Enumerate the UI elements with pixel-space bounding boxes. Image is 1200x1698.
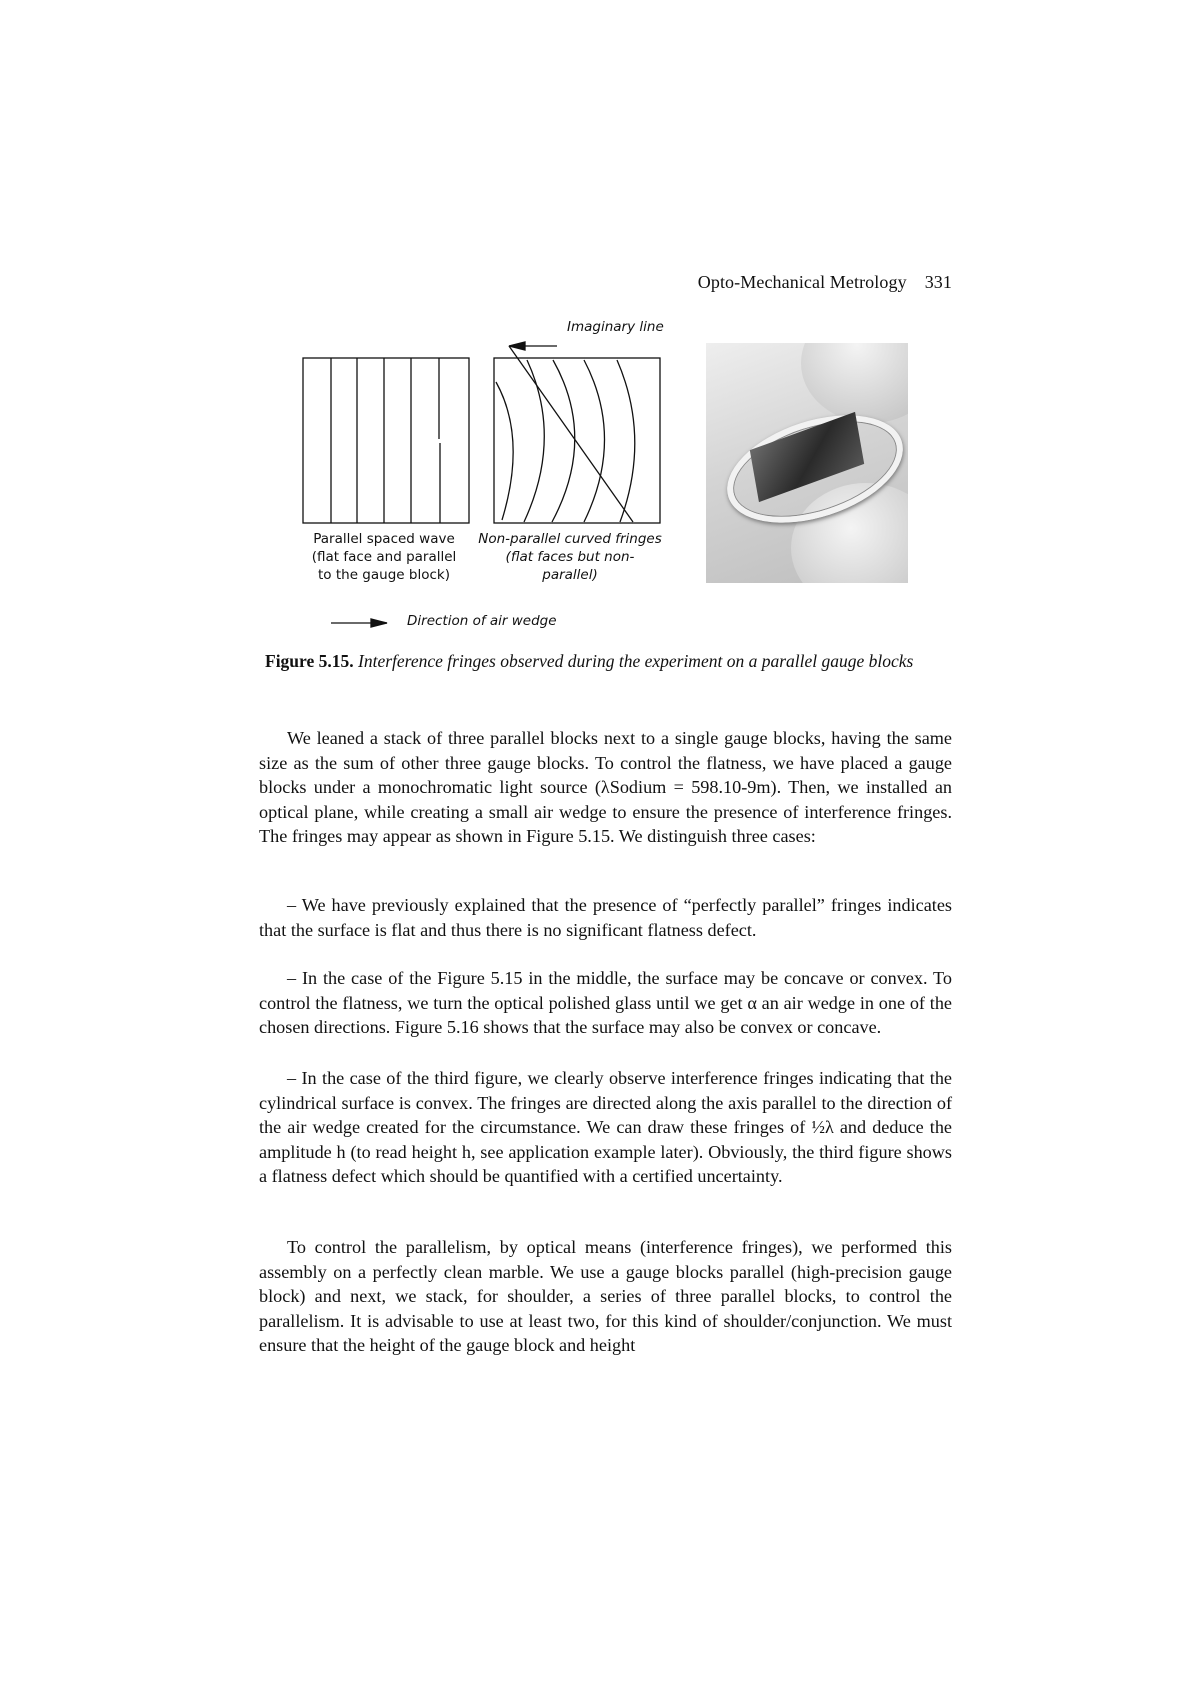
- direction-label: Direction of air wedge: [407, 613, 557, 629]
- imaginary-line-label: Imaginary line: [567, 319, 664, 335]
- running-title: Opto-Mechanical Metrology: [697, 272, 907, 292]
- caption-line: Parallel spaced wave: [313, 531, 455, 547]
- paragraph-4: [259, 1066, 952, 1189]
- curved-fringes-caption: [470, 530, 670, 584]
- parallel-fringes-diagram: [303, 358, 469, 523]
- paragraph-text: – In the case of the third figure, we clearly observe interference fringes indicating that the cylindrical surface is convex. The fringes are directed along the axis parallel to the direction of the air wedge created for the circumstance. We can draw these fringes of ½λ and deduce the amplitude h (to read height h, see application example later). Obviously, the third figure shows a flatness defect which should be quantified with a certified uncertainty.: [259, 1068, 952, 1187]
- caption-line: Non-parallel curved fringes: [478, 531, 662, 547]
- paragraph-2: [259, 893, 952, 942]
- paragraph-text: – In the case of the Figure 5.15 in the middle, the surface may be concave or convex. To control the flatness, we turn the optical polished glass until we get α an air wedge in one of the chosen directions. Figure 5.16 shows that the surface may also be convex or concave.: [259, 968, 952, 1038]
- figure-caption: [265, 651, 955, 672]
- paragraph-text: To control the parallelism, by optical means (interference fringes), we performed this assembly on a perfectly clean marble. We use a gauge blocks parallel (high-precision gauge block) and next, we stack, for shoulder, a series of three parallel blocks, to control the parallelism. It is advisable to use at least two, for this kind of shoulder/conjunction. We must ensure that the height of the gauge block and height: [259, 1237, 952, 1356]
- page-number: 331: [924, 272, 952, 292]
- caption-line: to the gauge block): [318, 567, 450, 583]
- optical-flat-photo: [706, 343, 908, 583]
- curved-fringes-diagram: [494, 342, 660, 523]
- paragraph-5: [259, 1235, 952, 1358]
- direction-arrow: [331, 619, 387, 627]
- paragraph-3: [259, 966, 952, 1040]
- figure-caption-text: Interference fringes observed during the experiment on a parallel gauge blocks: [358, 651, 914, 671]
- caption-line: (flat faces but non-: [505, 549, 635, 565]
- paragraph-1: [259, 726, 952, 849]
- figure-label: Figure 5.15.: [265, 651, 354, 671]
- caption-line: (flat face and parallel: [311, 549, 457, 565]
- imaginary-line: [509, 346, 633, 522]
- parallel-fringes-caption: [295, 530, 473, 584]
- paragraph-text: We leaned a stack of three parallel blocks next to a single gauge blocks, having the same size as the sum of other three gauge blocks. To control the flatness, we have placed a gauge blocks under a monochromatic light source (λSodium = 598.10-9m). Then, we installed an optical plane, while creating a small air wedge to ensure the presence of interference fringes. The fringes may appear as shown in Figure 5.15. We distinguish three cases:: [259, 728, 952, 847]
- caption-line: parallel): [542, 567, 598, 583]
- running-head: [698, 272, 952, 293]
- paragraph-text: – We have previously explained that the presence of “perfectly parallel” fringes indicates that the surface is flat and thus there is no significant flatness defect.: [259, 895, 952, 940]
